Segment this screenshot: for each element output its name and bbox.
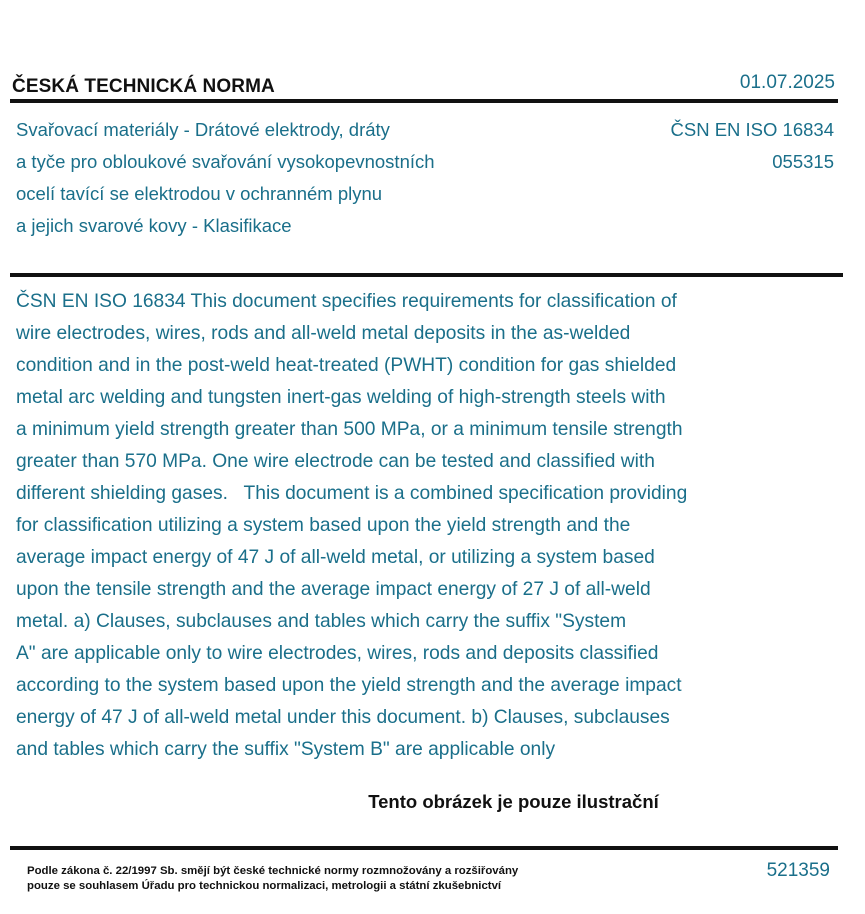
document-number: 521359 <box>766 860 830 881</box>
abstract-line: ČSN EN ISO 16834 This document specifies requirements for classification of <box>16 291 677 312</box>
abstract-line: and tables which carry the suffix "System B" are applicable only <box>16 739 556 760</box>
abstract-line: metal. a) Clauses, subclauses and tables which carry the suffix "System <box>16 611 627 632</box>
standard-type-heading: ČESKÁ TECHNICKÁ NORMA <box>12 76 275 97</box>
standard-title <box>16 114 576 242</box>
standard-title-line: Svařovací materiály - Drátové elektrody, dráty <box>16 119 390 140</box>
copyright-line: pouze se souhlasem Úřadu pro technickou normalizaci, metrologii a státní zkušebnictví <box>27 880 502 892</box>
copyright-line: Podle zákona č. 22/1997 Sb. smějí být české technické normy rozmnožovány a rozšiřovány <box>27 865 519 877</box>
footer-divider <box>10 846 838 850</box>
class-number: 055315 <box>772 151 834 172</box>
abstract-line: different shielding gases. This document is a combined specification providing <box>16 483 688 504</box>
standard-code: ČSN EN ISO 16834 <box>670 119 834 140</box>
standard-identifiers <box>671 114 835 178</box>
standard-title-line: a jejich svarové kovy - Klasifikace <box>16 215 292 236</box>
standard-title-line: a tyče pro obloukové svařování vysokopevnostních <box>16 151 435 172</box>
abstract-line: greater than 570 MPa. One wire electrode can be tested and classified with <box>16 451 655 472</box>
abstract-line: for classification utilizing a system based upon the yield strength and the <box>16 515 631 536</box>
standard-title-line: ocelí tavící se elektrodou v ochranném plynu <box>16 183 383 204</box>
publication-date: 01.07.2025 <box>739 72 835 93</box>
abstract-line: wire electrodes, wires, rods and all-weld metal deposits in the as-welded <box>16 323 631 344</box>
abstract-line: according to the system based upon the yield strength and the average impact <box>16 675 682 696</box>
abstract-line: energy of 47 J of all-weld metal under this document. b) Clauses, subclauses <box>16 707 670 728</box>
abstract-line: condition and in the post-weld heat-treated (PWHT) condition for gas shielded <box>16 355 677 376</box>
copyright-notice <box>27 864 518 894</box>
header-divider <box>10 99 838 103</box>
abstract-text <box>16 286 796 766</box>
abstract-line: metal arc welding and tungsten inert-gas welding of high-strength steels with <box>16 387 666 408</box>
abstract-line: upon the tensile strength and the average impact energy of 27 J of all-weld <box>16 579 651 600</box>
illustration-notice: Tento obrázek je pouze ilustrační <box>368 791 659 812</box>
abstract-line: A" are applicable only to wire electrodes, wires, rods and deposits classified <box>16 643 659 664</box>
abstract-line: average impact energy of 47 J of all-weld metal, or utilizing a system based <box>16 547 655 568</box>
section-divider <box>10 273 843 277</box>
abstract-line: a minimum yield strength greater than 500 MPa, or a minimum tensile strength <box>16 419 683 440</box>
